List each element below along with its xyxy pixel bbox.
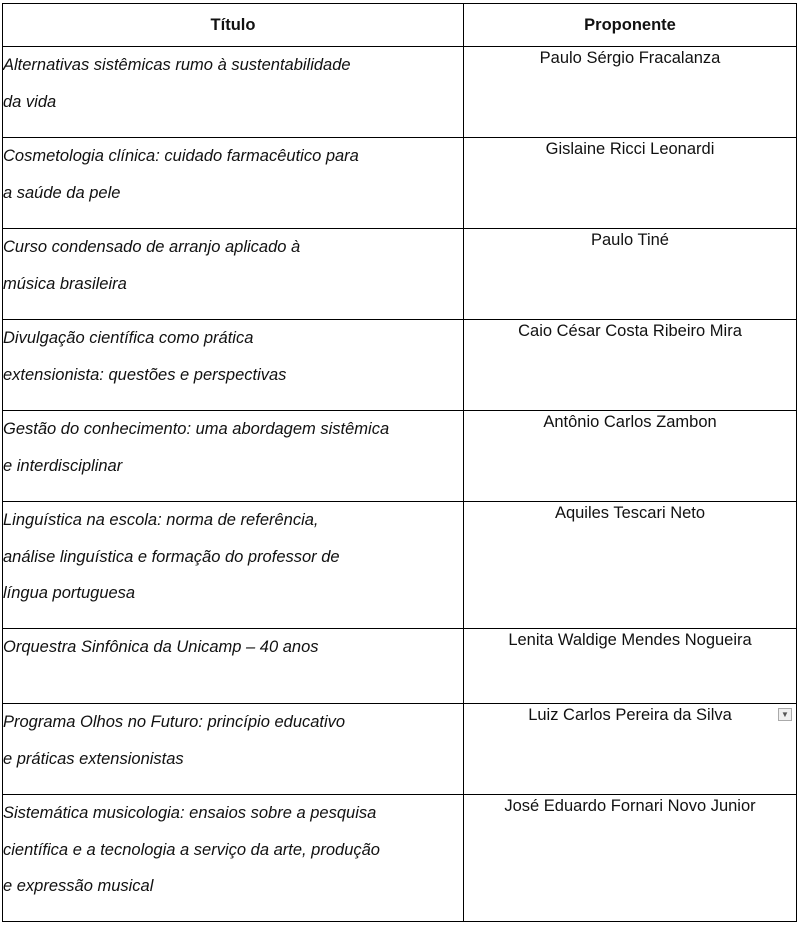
title-line: e práticas extensionistas	[3, 749, 184, 768]
title-line: científica e a tecnologia a serviço da arte, produção	[3, 840, 380, 859]
title-line: a saúde da pele	[3, 183, 121, 202]
title-line: língua portuguesa	[3, 584, 136, 602]
proponent-cell: José Eduardo Fornari Novo Junior	[464, 795, 797, 922]
table-row	[3, 138, 797, 229]
title-cell	[3, 795, 464, 922]
header-title: Título	[3, 4, 464, 47]
table-row	[3, 704, 797, 795]
title-line: e interdisciplinar	[3, 456, 123, 475]
proponent-cell: Lenita Waldige Mendes Nogueira	[464, 629, 797, 704]
proponent-cell: Paulo Tiné	[464, 229, 797, 320]
title-line: Gestão do conhecimento: uma abordagem sistêmica	[3, 420, 390, 438]
title-cell	[3, 411, 464, 502]
table-row	[3, 47, 797, 138]
title-line: Curso condensado de arranjo aplicado à	[3, 238, 301, 256]
title-line: e expressão musical	[3, 877, 154, 895]
table-row	[3, 411, 797, 502]
proponent-cell: Paulo Sérgio Fracalanza	[464, 47, 797, 138]
proponent-cell: Caio César Costa Ribeiro Mira	[464, 320, 797, 411]
title-cell	[3, 502, 464, 629]
title-cell	[3, 138, 464, 229]
table-row	[3, 229, 797, 320]
table-row	[3, 629, 797, 704]
title-line: Linguística na escola: norma de referência,	[3, 511, 319, 529]
title-line: Sistemática musicologia: ensaios sobre a pesquisa	[3, 804, 377, 822]
title-line: da vida	[3, 92, 57, 111]
title-line: Alternativas sistêmicas rumo à sustentabilidade	[3, 56, 351, 74]
proponent-cell: Antônio Carlos Zambon	[464, 411, 797, 502]
chevron-down-icon[interactable]: ▼	[778, 708, 792, 721]
header-proponent: Proponente	[464, 4, 797, 47]
table-row	[3, 502, 797, 629]
title-line: Programa Olhos no Futuro: princípio educativo	[3, 713, 346, 731]
proponent-text: Luiz Carlos Pereira da Silva	[528, 706, 732, 724]
title-line: análise linguística e formação do professor de	[3, 547, 340, 566]
title-line: Divulgação científica como prática	[3, 329, 254, 347]
title-cell	[3, 320, 464, 411]
title-cell	[3, 229, 464, 320]
projects-table	[2, 3, 797, 922]
title-cell	[3, 629, 464, 704]
table-row	[3, 320, 797, 411]
title-line: música brasileira	[3, 274, 127, 293]
title-line: extensionista: questões e perspectivas	[3, 365, 287, 384]
proponent-cell	[464, 704, 797, 795]
header-row	[3, 4, 797, 47]
title-line: Cosmetologia clínica: cuidado farmacêutico para	[3, 147, 359, 165]
proponent-cell: Aquiles Tescari Neto	[464, 502, 797, 629]
title-cell	[3, 47, 464, 138]
title-cell	[3, 704, 464, 795]
proponent-cell: Gislaine Ricci Leonardi	[464, 138, 797, 229]
title-line: Orquestra Sinfônica da Unicamp – 40 anos	[3, 638, 319, 656]
table-row	[3, 795, 797, 922]
